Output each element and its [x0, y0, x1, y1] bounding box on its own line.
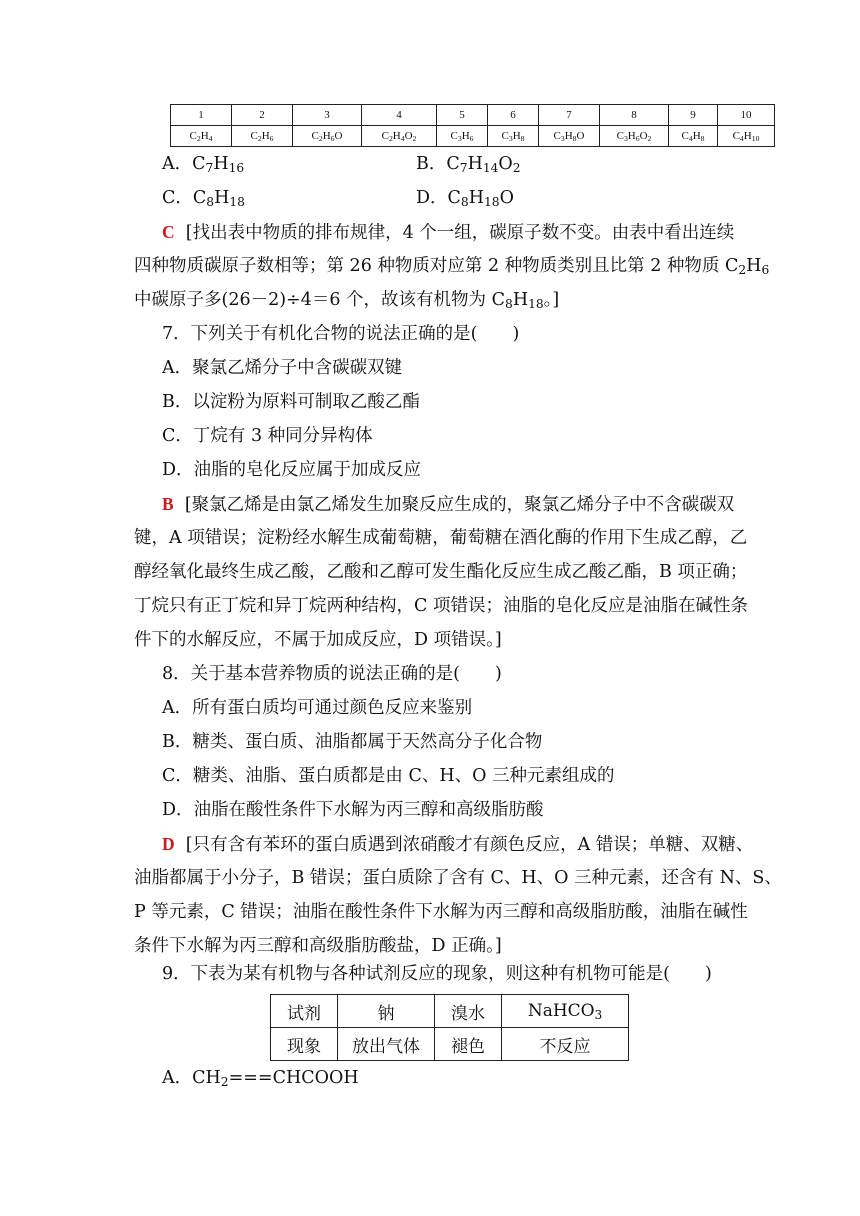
- table-cell: 钠: [338, 995, 435, 1028]
- q7-explanation-line-3: 醇经氧化最终生成乙酸，乙酸和乙醇可发生酯化反应生成乙酸乙酯，B 项正确；: [134, 562, 748, 582]
- table-cell: 不反应: [502, 1028, 629, 1061]
- table-header-cell: 10: [718, 105, 775, 126]
- table-header-cell: 2: [232, 105, 293, 126]
- formula-sequence-table: [170, 104, 775, 147]
- q7-option-d: D．油脂的皂化反应属于加成反应: [162, 460, 422, 480]
- q8-answer-letter: D: [162, 834, 175, 854]
- q8-option-a: A．所有蛋白质均可通过颜色反应来鉴别: [162, 698, 473, 718]
- table-header-cell: 3: [293, 105, 362, 126]
- table-cell: 试剂: [271, 995, 338, 1028]
- table-formula-cell: $C_4H_{10}$: [718, 126, 775, 147]
- q6-option-b: B．$C_7H_{14}O_2$: [416, 154, 521, 176]
- q8-explanation-line-1: D [只有含有苯环的蛋白质遇到浓硝酸才有颜色反应，A 错误；单糖、双糖、: [162, 834, 754, 855]
- q6-explanation-line-3: 中碳原子多(26－2)÷4＝6 个，故该有机物为 $C_8H_{18}$。]: [134, 290, 560, 312]
- q6-option-d: D．$C_8H_{18}O$: [416, 188, 514, 210]
- q8-option-d: D．油脂在酸性条件下水解为丙三醇和高级脂肪酸: [162, 800, 544, 820]
- q7-stem: 7．下列关于有机化合物的说法正确的是( ): [162, 324, 520, 344]
- q7-option-a: A．聚氯乙烯分子中含碳碳双键: [162, 358, 403, 378]
- q7-option-c: C．丁烷有 3 种同分异构体: [162, 426, 373, 446]
- table-cell: 现象: [271, 1028, 338, 1061]
- q8-option-c: C．糖类、油脂、蛋白质都是由 C、H、O 三种元素组成的: [162, 766, 615, 786]
- q8-explanation-line-2: 油脂都属于小分子，B 错误；蛋白质除了含有 C、H、O 三种元素，还含有 N、S、: [134, 868, 782, 888]
- q7-option-b: B．以淀粉为原料可制取乙酸乙酯: [162, 392, 420, 412]
- table-header-cell: 8: [600, 105, 669, 126]
- table-formula-cell: $C_2H_6$: [232, 126, 293, 147]
- q7-explanation-line-2: 键，A 项错误；淀粉经水解生成葡萄糖，葡萄糖在酒化酶的作用下生成乙醇，乙: [134, 528, 748, 548]
- q6-option-c: C．$C_8H_{18}$: [162, 188, 245, 210]
- table-header-cell: 7: [539, 105, 600, 126]
- table-row: [271, 995, 629, 1028]
- table-cell: 放出气体: [338, 1028, 435, 1061]
- table-header-cell: 5: [437, 105, 488, 126]
- q6-explanation-line-2: 四种物质碳原子数相等；第 26 种物质对应第 2 种物质类别且比第 2 种物质 $C_2H_6$: [134, 256, 770, 278]
- table-formula-cell: $C_3H_8O$: [539, 126, 600, 147]
- q8-explanation-line-3: P 等元素，C 错误；油脂在酸性条件下水解为丙三醇和高级脂肪酸，油脂在碱性: [134, 902, 748, 922]
- q7-explanation-line-4: 丁烷只有正丁烷和异丁烷两种结构，C 项错误；油脂的皂化反应是油脂在碱性条: [134, 596, 748, 616]
- q8-explanation-line-4: 条件下水解为丙三醇和高级脂肪酸盐，D 正确。]: [134, 936, 502, 956]
- table-header-cell: 4: [362, 105, 437, 126]
- q9-option-a: A．$CH_2===CHCOOH$: [162, 1068, 359, 1090]
- q6-answer-letter: C: [162, 222, 175, 242]
- q8-stem: 8．关于基本营养物质的说法正确的是( ): [162, 664, 502, 684]
- table-cell: 溴水: [435, 995, 502, 1028]
- table-formula-row: [171, 126, 775, 147]
- table-formula-cell: $C_2H_6O$: [293, 126, 362, 147]
- q9-stem: 9．下表为某有机物与各种试剂反应的现象，则这种有机物可能是( ): [162, 964, 712, 984]
- table-formula-cell: $C_3H_8$: [488, 126, 539, 147]
- table-header-row: [171, 105, 775, 126]
- q6-option-a: A．$C_7H_{16}$: [162, 154, 245, 176]
- q9-reagent-table: [270, 994, 629, 1061]
- table-header-cell: 9: [669, 105, 718, 126]
- table-formula-cell: $C_4H_8$: [669, 126, 718, 147]
- table-row: [271, 1028, 629, 1061]
- q6-explanation-line-1: C [找出表中物质的排布规律，4 个一组，碳原子数不变。由表中看出连续: [162, 222, 735, 243]
- q8-option-b: B．糖类、蛋白质、油脂都属于天然高分子化合物: [162, 732, 543, 752]
- q7-answer-letter: B: [162, 494, 174, 514]
- table-formula-cell: $C_2H_4O_2$: [362, 126, 437, 147]
- table-cell: NaHCO$_3$: [502, 995, 629, 1028]
- table-formula-cell: $C_3H_6$: [437, 126, 488, 147]
- table-header-cell: 1: [171, 105, 232, 126]
- table-formula-cell: $C_2H_4$: [171, 126, 232, 147]
- table-formula-cell: $C_3H_6O_2$: [600, 126, 669, 147]
- q7-explanation-line-5: 件下的水解反应，不属于加成反应，D 项错误。]: [134, 630, 502, 650]
- table-header-cell: 6: [488, 105, 539, 126]
- q7-explanation-line-1: B [聚氯乙烯是由氯乙烯发生加聚反应生成的，聚氯乙烯分子中不含碳碳双: [162, 494, 735, 515]
- table-cell: 褪色: [435, 1028, 502, 1061]
